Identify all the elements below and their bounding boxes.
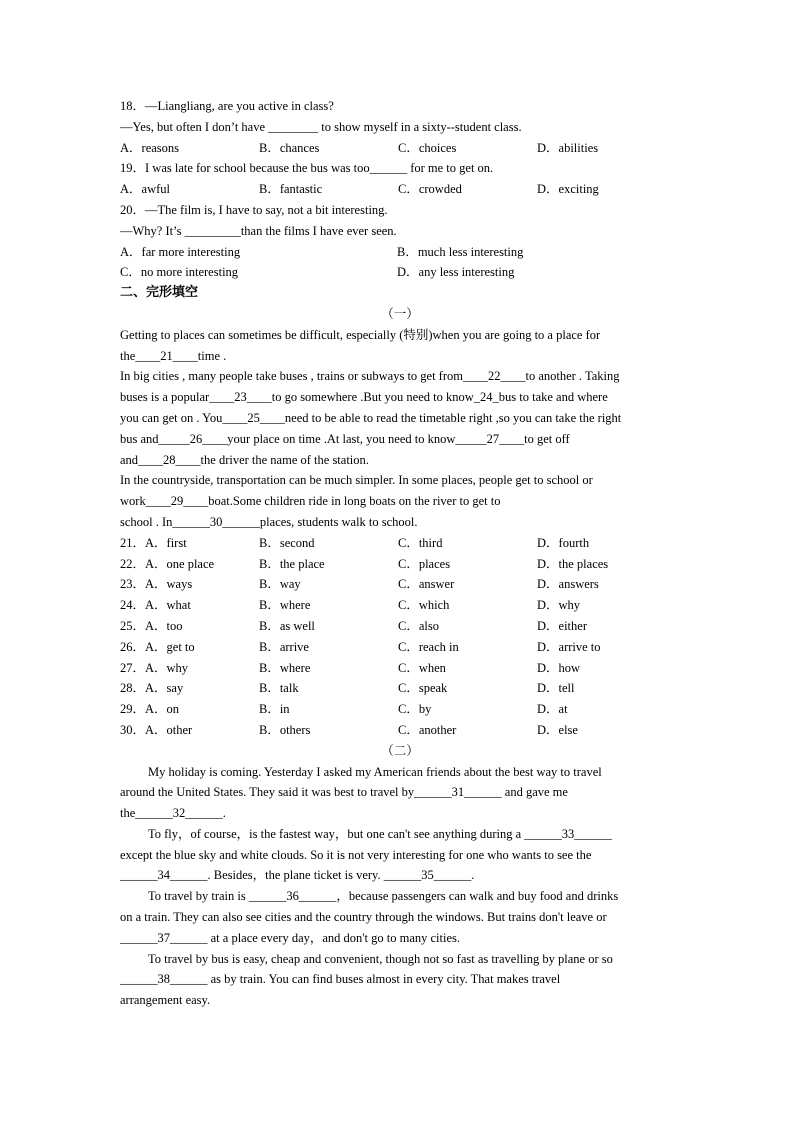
option-c: C．choices — [398, 140, 457, 155]
option-b: B．as well — [259, 618, 315, 633]
cloze-options-row — [120, 595, 680, 616]
option-d: D．fourth — [537, 535, 590, 550]
passage-1-line: Getting to places can sometimes be difficult, especially (特别)when you are going to a place for — [120, 327, 601, 342]
option-d: D．how — [537, 660, 581, 675]
passage-1-line: and____28____the driver the name of the station. — [120, 452, 369, 467]
passage-2-line: ______38______ as by train. You can find buses almost in every city. That makes travel — [120, 972, 561, 987]
question-20-options-row-1 — [120, 242, 680, 263]
option-b: B．talk — [259, 681, 299, 696]
passage-2-line: on a train. They can also see cities and the country through the windows. But trains don't leave or — [120, 910, 607, 925]
passage-2-line: arrangement easy. — [120, 993, 211, 1008]
cloze-options-row — [120, 637, 680, 658]
passage-1-line: you can get on . You____25____need to be able to read the timetable right ,so you can take the right — [120, 410, 622, 425]
option-b: B．chances — [259, 140, 320, 155]
option-d: D．the places — [537, 556, 609, 571]
cloze-options-row — [120, 658, 680, 679]
option-a: 29．A．on — [120, 702, 180, 717]
option-b: B．second — [259, 535, 315, 550]
question-20-stem: 20．—The film is, I have to say, not a bit interesting. — [120, 202, 388, 217]
option-a: 24．A．what — [120, 598, 191, 613]
passage-2-line: ______34______. Besides，the plane ticket is very. ______35______. — [120, 868, 475, 883]
passage-2-label: （二） — [381, 743, 419, 758]
option-c: C．another — [398, 722, 457, 737]
question-19-stem: 19．I was late for school because the bus was too______ for me to get on. — [120, 161, 494, 176]
cloze-options-row — [120, 574, 680, 595]
option-a: 22．A．one place — [120, 556, 215, 571]
passage-2-line: except the blue sky and white clouds. So it is not very interesting for one who wants to see the — [120, 847, 592, 862]
option-c: C．also — [398, 618, 439, 633]
option-a: A．awful — [120, 182, 170, 197]
cloze-options-row — [120, 678, 680, 699]
option-b: B．arrive — [259, 639, 309, 654]
option-a: 30．A．other — [120, 722, 193, 737]
question-18-options — [120, 138, 680, 159]
cloze-options-row — [120, 533, 680, 554]
passage-1-line: In big cities , many people take buses , trains or subways to get from____22____to another . Taking — [120, 369, 620, 384]
option-a: 23．A．ways — [120, 577, 193, 592]
question-20-stem-2: —Why? It’s _________than the films I have ever seen. — [120, 223, 397, 238]
option-d: D．either — [537, 618, 587, 633]
option-c: C．which — [398, 598, 450, 613]
option-b: B．where — [259, 660, 311, 675]
passage-1-line: In the countryside, transportation can be much simpler. In some places, people get to school or — [120, 473, 593, 488]
option-a: A．far more interesting — [120, 244, 241, 259]
option-b: B．way — [259, 577, 301, 592]
question-18-stem-2: —Yes, but often I don’t have ________ to show myself in a sixty--student class. — [120, 119, 522, 134]
option-d: D．why — [537, 598, 581, 613]
passage-1-line: bus and_____26____your place on time .At last, you need to know_____27____to get off — [120, 431, 570, 446]
option-d: D．arrive to — [537, 639, 601, 654]
option-d: D．answers — [537, 577, 599, 592]
cloze-options-row — [120, 720, 680, 741]
passage-2-line: the______32______. — [120, 806, 226, 821]
option-c: C．speak — [398, 681, 448, 696]
passage-2-line: My holiday is coming. Yesterday I asked my American friends about the best way to travel — [148, 764, 602, 779]
option-a: 28．A．say — [120, 681, 184, 696]
option-c: C．answer — [398, 577, 455, 592]
passage-2-line: To travel by bus is easy, cheap and convenient, though not so fast as travelling by plane or so — [148, 951, 613, 966]
passage-2-line: around the United States. They said it was best to travel by______31______ and gave me — [120, 785, 568, 800]
option-b: B．in — [259, 702, 290, 717]
option-c: C．crowded — [398, 182, 462, 197]
option-b: B．others — [259, 722, 311, 737]
cloze-options-row — [120, 616, 680, 637]
passage-1-line: buses is a popular____23____to go somewhere .But you need to know_24_bus to take and where — [120, 390, 608, 405]
cloze-options-row — [120, 699, 680, 720]
passage-2-line: To fly，of course，is the fastest way，but one can't see anything during a ______33______ — [148, 826, 612, 841]
option-a: 25．A．too — [120, 618, 183, 633]
option-c: C．places — [398, 556, 451, 571]
passage-1-line: the____21____time . — [120, 348, 227, 363]
option-d: D．tell — [537, 681, 575, 696]
passage-1-label: （一） — [381, 306, 419, 321]
section-title: 二、完形填空 — [120, 285, 199, 301]
passage-1-line: work____29____boat.Some children ride in long boats on the river to get to — [120, 494, 501, 509]
cloze-options-row — [120, 554, 680, 575]
option-c: C．third — [398, 535, 443, 550]
question-18-stem: 18．—Liangliang, are you active in class? — [120, 99, 334, 113]
option-d: D．exciting — [537, 182, 599, 197]
option-d: D．else — [537, 722, 578, 737]
option-b: B．much less interesting — [397, 244, 524, 259]
option-c: C．reach in — [398, 639, 459, 654]
option-d: D．any less interesting — [397, 265, 515, 280]
option-c: C．when — [398, 660, 446, 675]
option-a: A．reasons — [120, 140, 180, 155]
option-a: 21．A．first — [120, 535, 187, 550]
question-20-options-row-2 — [120, 262, 680, 283]
option-d: D．at — [537, 702, 568, 717]
passage-2-line: To travel by train is ______36______，because passengers can walk and buy food and drinks — [148, 889, 619, 904]
option-a: 26．A．get to — [120, 639, 195, 654]
option-a: 27．A．why — [120, 660, 189, 675]
document-page — [120, 96, 680, 1011]
option-b: B．where — [259, 598, 311, 613]
question-19-options — [120, 179, 680, 200]
option-c: C．by — [398, 702, 432, 717]
passage-1-line: school . In______30______places, students walk to school. — [120, 514, 418, 529]
option-b: B．the place — [259, 556, 325, 571]
passage-2-line: ______37______ at a place every day，and don't go to many cities. — [120, 930, 461, 945]
option-b: B．fantastic — [259, 182, 323, 197]
option-d: D．abilities — [537, 140, 599, 155]
option-c: C．no more interesting — [120, 265, 239, 280]
